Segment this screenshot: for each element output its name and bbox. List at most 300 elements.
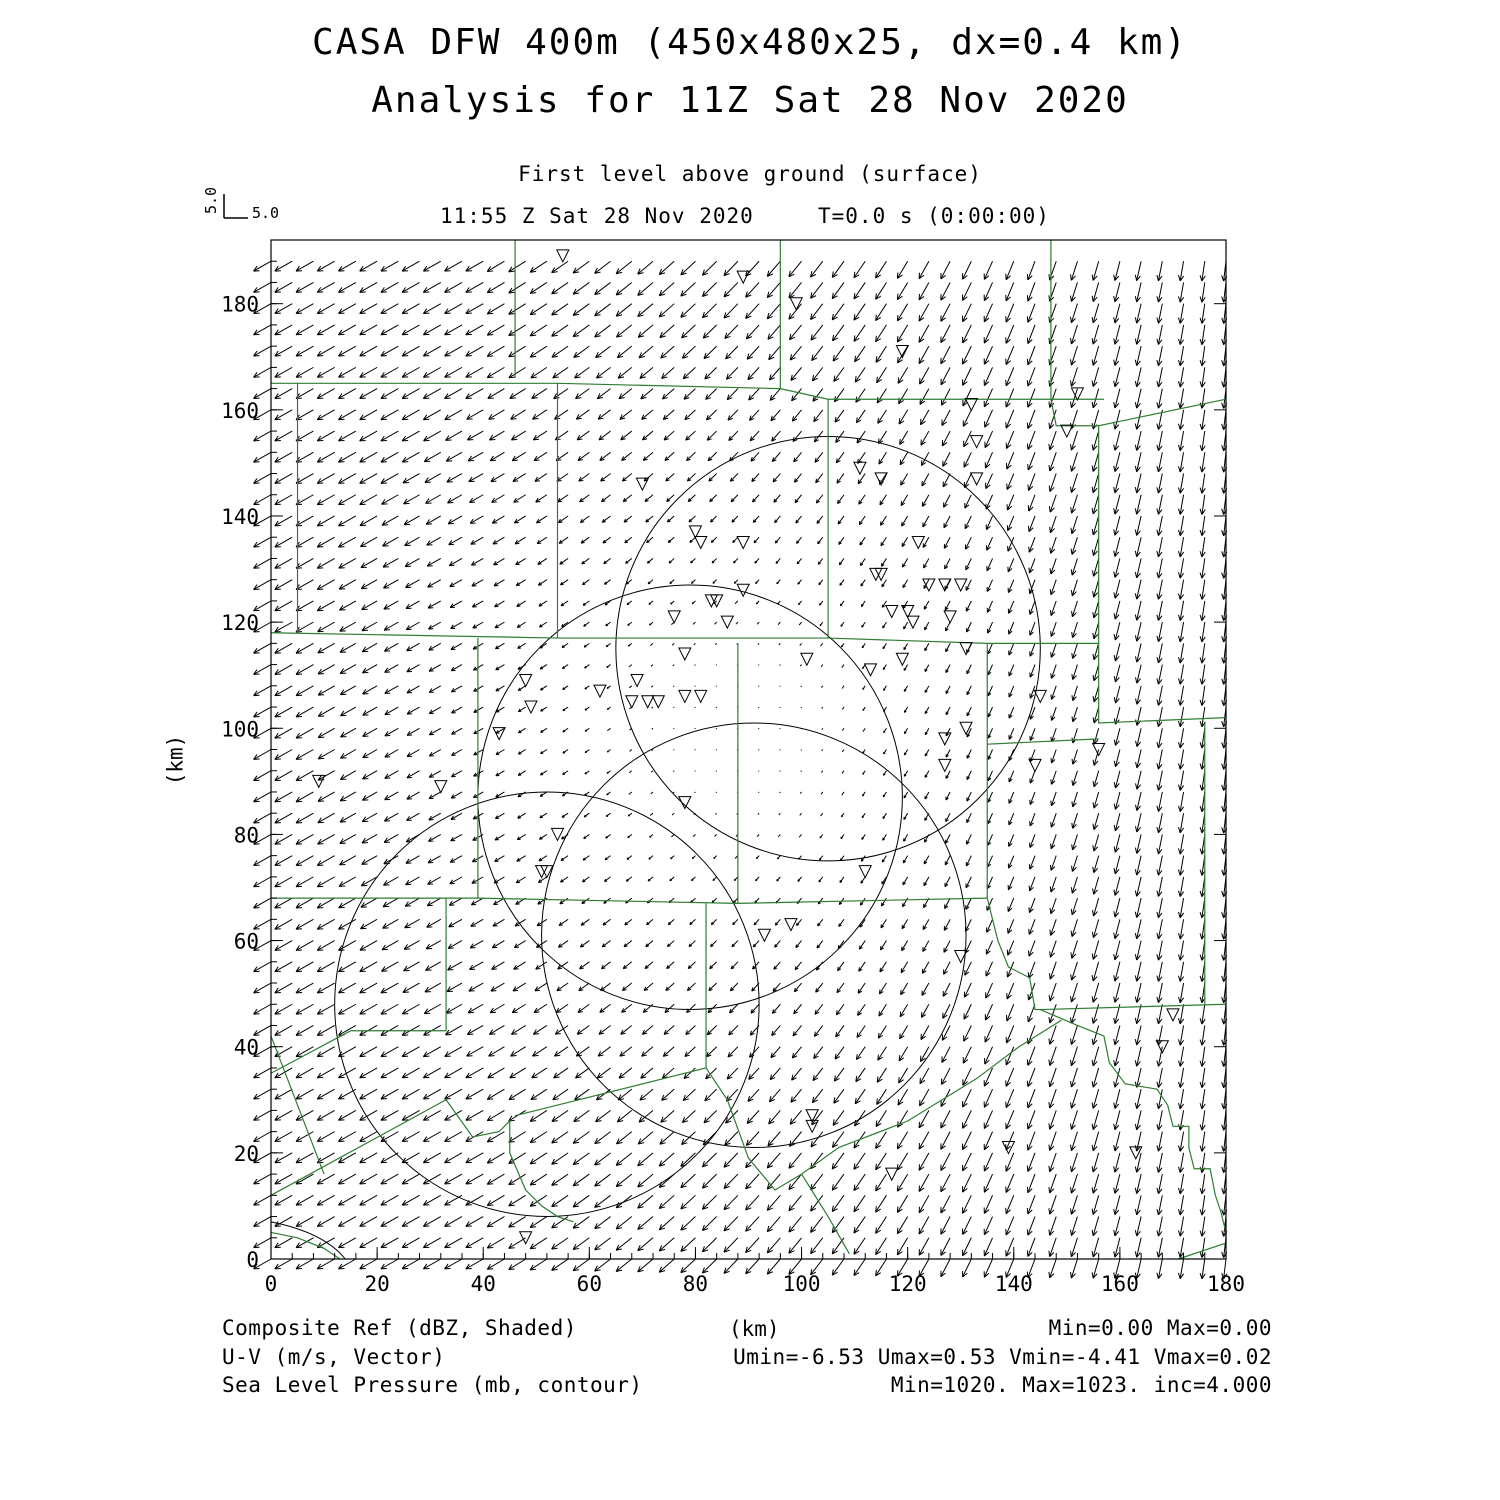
wind-vector xyxy=(445,431,462,440)
wind-vector xyxy=(1030,792,1035,805)
wind-vector xyxy=(360,474,377,484)
wind-vector xyxy=(941,261,950,279)
wind-vector xyxy=(945,898,950,908)
wind-vector xyxy=(671,834,674,837)
wind-vector xyxy=(921,1047,929,1062)
wind-vector xyxy=(716,792,717,793)
wind-vector xyxy=(562,665,568,669)
wind-vector xyxy=(638,304,653,317)
wind-vector xyxy=(921,431,929,445)
wind-vector xyxy=(1071,1153,1078,1172)
wind-vector xyxy=(362,792,377,800)
wind-vector xyxy=(789,325,801,340)
wind-vector xyxy=(360,1174,377,1184)
wind-vector xyxy=(617,346,631,358)
wind-vector xyxy=(573,304,589,316)
wind-vector xyxy=(897,282,907,299)
wind-vector xyxy=(1029,919,1035,934)
wind-vector xyxy=(494,558,505,564)
wind-vector xyxy=(941,1153,950,1171)
wind-vector xyxy=(556,1004,568,1012)
x-axis xyxy=(265,1247,1245,1296)
wind-vector xyxy=(402,389,419,399)
wind-vector xyxy=(985,1047,993,1064)
wind-vector xyxy=(899,1047,908,1061)
wind-vector xyxy=(1178,474,1183,494)
wind-vector xyxy=(963,1174,972,1192)
wind-vector xyxy=(296,686,313,696)
wind-vector xyxy=(561,856,568,861)
wind-vector xyxy=(496,771,505,776)
wind-vector xyxy=(579,983,590,991)
wind-vector xyxy=(1030,686,1035,698)
wind-vector xyxy=(966,856,971,866)
wind-vector xyxy=(638,1259,653,1272)
wind-vector xyxy=(1135,1153,1141,1172)
wind-vector xyxy=(563,728,568,732)
wind-vector xyxy=(779,643,780,645)
wind-vector xyxy=(1027,1089,1035,1108)
wind-vector xyxy=(558,495,568,502)
wind-vector xyxy=(495,622,504,628)
wind-vector xyxy=(746,282,759,297)
wind-vector xyxy=(854,304,865,321)
wind-vector xyxy=(1178,856,1183,876)
wind-vector xyxy=(681,1238,696,1252)
wind-vector xyxy=(595,304,611,316)
wind-vector xyxy=(552,1153,568,1164)
wind-vector xyxy=(776,558,780,563)
station-marker-icon xyxy=(865,664,877,676)
wind-vector xyxy=(673,707,674,708)
wind-vector xyxy=(254,1174,271,1184)
wind-vector xyxy=(1178,1025,1183,1045)
wind-vector xyxy=(920,367,929,384)
wind-vector xyxy=(686,431,696,440)
wind-vector xyxy=(622,983,631,990)
wind-vector xyxy=(724,304,738,318)
wind-vector xyxy=(423,1195,440,1205)
wind-vector xyxy=(716,707,717,708)
wind-vector xyxy=(811,1238,823,1254)
wind-vector xyxy=(563,750,568,754)
wind-vector xyxy=(772,452,780,461)
wind-vector xyxy=(876,325,887,342)
wind-vector xyxy=(1178,686,1183,706)
wind-vector xyxy=(510,389,526,399)
wind-vector xyxy=(254,771,271,781)
wind-vector xyxy=(715,834,717,836)
wind-vector xyxy=(728,410,738,420)
wind-vector xyxy=(903,856,907,863)
wind-vector xyxy=(275,1110,292,1120)
wind-vector xyxy=(1135,325,1141,344)
wind-vector xyxy=(491,474,505,482)
wind-vector xyxy=(275,962,292,972)
wind-vector xyxy=(446,1004,462,1013)
wind-vector xyxy=(1006,325,1014,343)
wind-vector xyxy=(446,452,462,461)
wind-vector xyxy=(275,1259,292,1269)
wind-vector xyxy=(296,707,313,717)
wind-vector xyxy=(758,643,759,644)
wind-vector xyxy=(835,410,844,422)
wind-vector xyxy=(622,452,632,460)
wind-vector xyxy=(318,707,334,716)
wind-vector xyxy=(360,367,377,377)
wind-vector xyxy=(941,325,950,343)
wind-vector xyxy=(492,962,505,970)
wind-vector xyxy=(1157,282,1162,302)
wind-vector xyxy=(667,962,675,969)
wind-vector xyxy=(1006,367,1014,385)
wind-vector xyxy=(360,410,377,420)
wind-vector xyxy=(902,558,907,567)
wind-vector xyxy=(899,1068,908,1083)
wind-vector xyxy=(296,1217,313,1227)
wind-vector xyxy=(1071,1259,1078,1278)
wind-vector xyxy=(629,686,632,688)
wind-vector xyxy=(724,1153,738,1167)
wind-vector xyxy=(404,941,419,950)
wind-vector xyxy=(516,558,526,564)
wind-vector xyxy=(758,728,759,729)
wind-vector xyxy=(702,1174,716,1188)
wind-vector xyxy=(317,558,334,568)
wind-vector xyxy=(620,410,632,420)
wind-vector xyxy=(820,834,823,838)
wind-vector xyxy=(487,282,504,292)
wind-vector xyxy=(796,516,802,523)
wind-vector xyxy=(1157,686,1162,706)
wind-vector xyxy=(673,665,674,666)
wind-vector xyxy=(360,941,377,951)
wind-vector xyxy=(925,707,929,714)
wind-vector xyxy=(1071,1110,1078,1129)
wind-vector xyxy=(517,622,525,627)
wind-vector xyxy=(923,919,929,929)
wind-vector xyxy=(1114,389,1120,408)
wind-vector xyxy=(754,919,759,925)
wind-vector xyxy=(941,1174,950,1192)
wind-vector xyxy=(1006,1025,1014,1043)
wind-vector xyxy=(1027,346,1035,365)
wind-vector xyxy=(339,580,356,589)
wind-vector xyxy=(692,856,695,859)
wind-vector xyxy=(1135,304,1141,323)
wind-vector xyxy=(649,856,653,859)
wind-vector xyxy=(1006,346,1014,364)
wind-vector xyxy=(638,1195,653,1208)
wind-vector xyxy=(842,728,844,730)
wind-vector xyxy=(941,282,950,300)
wind-vector xyxy=(275,1004,292,1014)
wind-vector xyxy=(491,983,505,991)
wind-vector xyxy=(1006,1238,1014,1256)
wind-vector xyxy=(897,1238,907,1255)
wind-vector xyxy=(275,1195,292,1205)
wind-vector xyxy=(732,516,738,522)
wind-vector xyxy=(1157,1047,1162,1067)
wind-vector xyxy=(839,919,844,926)
wind-vector xyxy=(1027,389,1035,408)
wind-vector xyxy=(1157,622,1162,642)
wind-vector xyxy=(753,495,760,502)
wind-vector xyxy=(512,452,525,460)
wind-vector xyxy=(275,1089,292,1099)
wind-vector xyxy=(445,1132,462,1142)
wind-vector xyxy=(561,601,568,606)
wind-vector xyxy=(495,813,504,818)
wind-vector xyxy=(296,622,313,632)
wind-vector xyxy=(943,452,950,466)
wind-vector xyxy=(704,346,717,358)
wind-vector xyxy=(919,325,929,342)
wind-vector xyxy=(338,474,355,484)
wind-vector xyxy=(842,792,844,795)
wind-vector xyxy=(659,282,674,295)
wind-vector xyxy=(317,856,334,866)
wind-vector xyxy=(363,728,377,736)
wind-vector xyxy=(627,856,632,860)
wind-vector xyxy=(1200,495,1205,515)
wind-vector xyxy=(1050,898,1056,914)
wind-vector xyxy=(511,1025,525,1034)
wind-vector xyxy=(941,1110,950,1128)
wind-vector xyxy=(834,389,844,402)
wind-vector xyxy=(362,622,377,631)
wind-vector xyxy=(317,474,334,484)
wind-vector xyxy=(254,1025,271,1035)
wind-vector xyxy=(296,771,313,781)
wind-vector xyxy=(423,1068,440,1078)
wind-vector xyxy=(833,1110,844,1125)
wind-vector xyxy=(1200,325,1205,345)
wind-vector xyxy=(772,1004,780,1013)
wind-vector xyxy=(944,537,950,548)
wind-vector xyxy=(902,919,908,928)
county-boundary xyxy=(271,383,1104,399)
wind-vector xyxy=(860,558,865,565)
wind-vector xyxy=(988,643,993,654)
wind-vector xyxy=(923,516,929,527)
wind-vector xyxy=(755,558,759,563)
wind-vector xyxy=(924,877,929,886)
wind-vector xyxy=(659,1153,674,1166)
wind-vector xyxy=(1071,495,1078,513)
wind-vector xyxy=(1157,728,1162,748)
wind-vector xyxy=(775,941,781,948)
wind-vector xyxy=(769,1089,780,1102)
wind-vector xyxy=(797,537,802,543)
wind-vector xyxy=(402,410,419,420)
wind-vector xyxy=(472,580,483,586)
wind-vector xyxy=(296,431,313,441)
wind-vector xyxy=(604,580,610,585)
wind-vector xyxy=(1006,452,1013,469)
wind-vector xyxy=(1178,962,1183,982)
wind-vector xyxy=(702,304,716,318)
wind-vector xyxy=(681,1259,696,1273)
wind-vector xyxy=(709,983,717,991)
wind-vector xyxy=(540,771,546,775)
wind-vector xyxy=(517,856,526,862)
wind-vector xyxy=(552,1110,568,1121)
wind-vector xyxy=(730,983,738,991)
wind-vector xyxy=(466,1217,483,1227)
wind-vector xyxy=(815,452,823,462)
wind-vector xyxy=(1114,1025,1120,1044)
wind-vector xyxy=(920,389,929,405)
wind-vector xyxy=(1135,1047,1141,1066)
wind-vector xyxy=(1050,516,1057,533)
wind-vector xyxy=(583,601,589,606)
wind-vector xyxy=(882,580,887,587)
wind-vector xyxy=(1028,452,1035,470)
wind-vector xyxy=(275,410,292,420)
station-marker-icon xyxy=(721,616,733,628)
x-tick-label: 60 xyxy=(576,1272,602,1296)
wind-vector xyxy=(552,1217,568,1228)
wind-vector xyxy=(732,941,738,947)
wind-vector xyxy=(585,665,590,668)
wind-vector xyxy=(1092,389,1099,408)
wind-vector xyxy=(602,516,610,522)
wind-vector xyxy=(730,474,738,482)
wind-vector xyxy=(702,282,716,296)
wind-vector xyxy=(1092,1174,1099,1193)
wind-vector xyxy=(552,282,568,293)
wind-vector xyxy=(1135,282,1141,301)
wind-vector xyxy=(583,856,589,861)
wind-vector xyxy=(840,877,844,883)
wind-vector xyxy=(296,877,313,887)
wind-vector xyxy=(724,282,738,296)
wind-vector xyxy=(662,1089,675,1100)
wind-vector xyxy=(1008,856,1013,868)
wind-vector xyxy=(275,1174,292,1184)
wind-vector xyxy=(659,1217,674,1230)
wind-vector xyxy=(811,261,823,277)
wind-vector xyxy=(876,1195,887,1212)
wind-vector xyxy=(1114,962,1120,981)
wind-vector xyxy=(449,558,462,565)
wind-vector xyxy=(470,516,483,523)
wind-vector xyxy=(541,707,547,711)
wind-vector xyxy=(986,941,992,955)
wind-vector xyxy=(1049,1238,1056,1257)
wind-vector xyxy=(1051,686,1056,700)
wind-vector xyxy=(1178,643,1183,663)
wind-vector xyxy=(862,622,865,627)
wind-vector xyxy=(450,877,462,884)
wind-vector xyxy=(449,898,462,905)
wind-vector xyxy=(1071,1174,1078,1193)
wind-vector xyxy=(1092,495,1099,514)
wind-vector xyxy=(254,1089,271,1099)
wind-vector xyxy=(946,707,950,715)
wind-vector xyxy=(922,962,929,974)
wind-vector xyxy=(573,1153,589,1165)
wind-vector xyxy=(984,389,992,407)
wind-vector xyxy=(702,1259,716,1273)
wind-vector xyxy=(423,367,440,377)
wind-vector xyxy=(1071,919,1077,936)
wind-vector xyxy=(789,1195,802,1211)
wind-vector xyxy=(1178,1004,1183,1024)
wind-vector xyxy=(1114,580,1120,599)
station-marker-icon xyxy=(971,436,983,448)
wind-vector xyxy=(533,431,547,440)
wind-vector xyxy=(789,1174,802,1190)
wind-vector xyxy=(385,750,398,758)
wind-vector xyxy=(702,1153,716,1167)
wind-vector xyxy=(563,707,568,711)
wind-vector xyxy=(425,983,441,992)
wind-vector xyxy=(789,282,802,298)
wind-vector xyxy=(767,1174,780,1189)
wind-vector xyxy=(878,1025,886,1038)
wind-vector xyxy=(254,1132,271,1142)
wind-vector xyxy=(580,516,589,523)
wind-vector xyxy=(925,622,929,630)
wind-vector xyxy=(1071,537,1077,554)
wind-vector xyxy=(338,282,355,292)
wind-vector xyxy=(275,1132,292,1142)
wind-vector xyxy=(777,856,780,859)
wind-vector xyxy=(690,919,696,924)
wind-vector xyxy=(1051,728,1056,741)
wind-vector xyxy=(667,941,674,947)
y-tick-label: 60 xyxy=(233,929,259,954)
wind-vector xyxy=(1178,261,1183,281)
wind-vector xyxy=(689,516,695,522)
wind-vector xyxy=(1178,558,1183,578)
wind-vector xyxy=(670,877,674,881)
wind-vector xyxy=(897,1153,907,1170)
wind-vector xyxy=(426,495,441,504)
wind-vector xyxy=(984,282,992,300)
wind-vector xyxy=(774,495,780,503)
wind-vector xyxy=(384,813,398,821)
wind-vector xyxy=(466,261,483,271)
wind-vector xyxy=(650,813,653,815)
wind-vector xyxy=(836,1025,844,1036)
wind-vector xyxy=(640,367,653,378)
wind-vector xyxy=(492,516,504,523)
legend-wind-vectors: U-V (m/s, Vector) xyxy=(222,1345,446,1369)
wind-vector xyxy=(751,1004,759,1013)
wind-vector xyxy=(428,622,440,629)
wind-vector xyxy=(1157,558,1162,578)
wind-vector xyxy=(275,474,292,484)
wind-vector xyxy=(1178,1153,1183,1173)
wind-vector xyxy=(1135,877,1141,896)
wind-vector xyxy=(883,643,886,648)
wind-vector xyxy=(424,431,441,441)
wind-vector xyxy=(340,834,356,843)
wind-vector xyxy=(448,962,462,970)
wind-vector xyxy=(963,282,972,300)
county-boundary xyxy=(271,633,1099,644)
wind-vector xyxy=(595,282,611,294)
wind-vector xyxy=(1051,771,1056,785)
wind-vector xyxy=(489,410,505,419)
wind-vector xyxy=(923,537,929,547)
wind-vector xyxy=(296,962,313,972)
wind-vector xyxy=(1051,813,1057,827)
wind-vector xyxy=(254,261,271,271)
